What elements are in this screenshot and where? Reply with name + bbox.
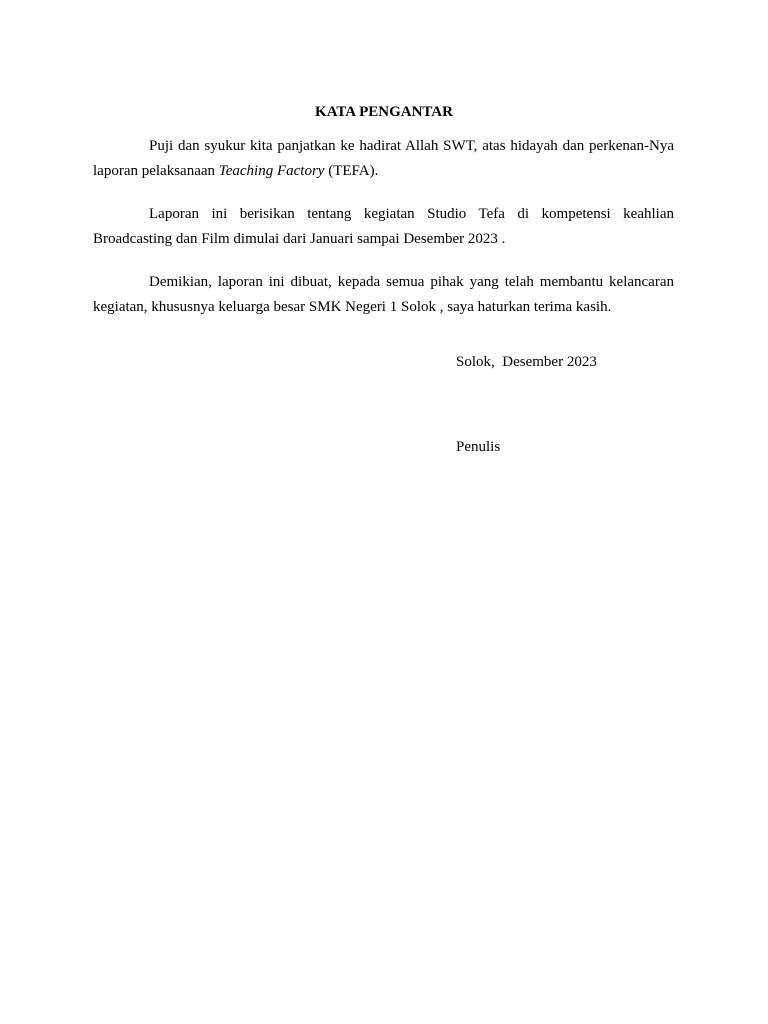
paragraph-contents: Laporan ini berisikan tentang kegiatan Studio Tefa di kompetensi keahlian Broadcasting dan Film dimulai dari Januari sampai Desember 2023 . bbox=[93, 206, 674, 247]
place-date: Solok, Desember 2023 bbox=[456, 354, 597, 370]
paragraph-gratitude-italic: Teaching Factory bbox=[218, 163, 325, 179]
paragraph-gratitude-text: Puji dan syukur kita panjatkan ke hadirat Allah SWT, atas hidayah dan perkenan-Nya laporan pelaksanaan bbox=[93, 138, 674, 179]
paragraph-gratitude-tail: (TEFA). bbox=[324, 163, 379, 179]
signature-author: Penulis bbox=[456, 439, 501, 455]
paragraph-closing: Demikian, laporan ini dibuat, kepada semua pihak yang telah membantu kelancaran kegiatan, khususnya keluarga besar SMK Negeri 1 Solok , saya haturkan terima kasih. bbox=[93, 274, 674, 315]
paragraph-gratitude bbox=[93, 134, 674, 184]
page-title: KATA PENGANTAR bbox=[315, 104, 453, 120]
